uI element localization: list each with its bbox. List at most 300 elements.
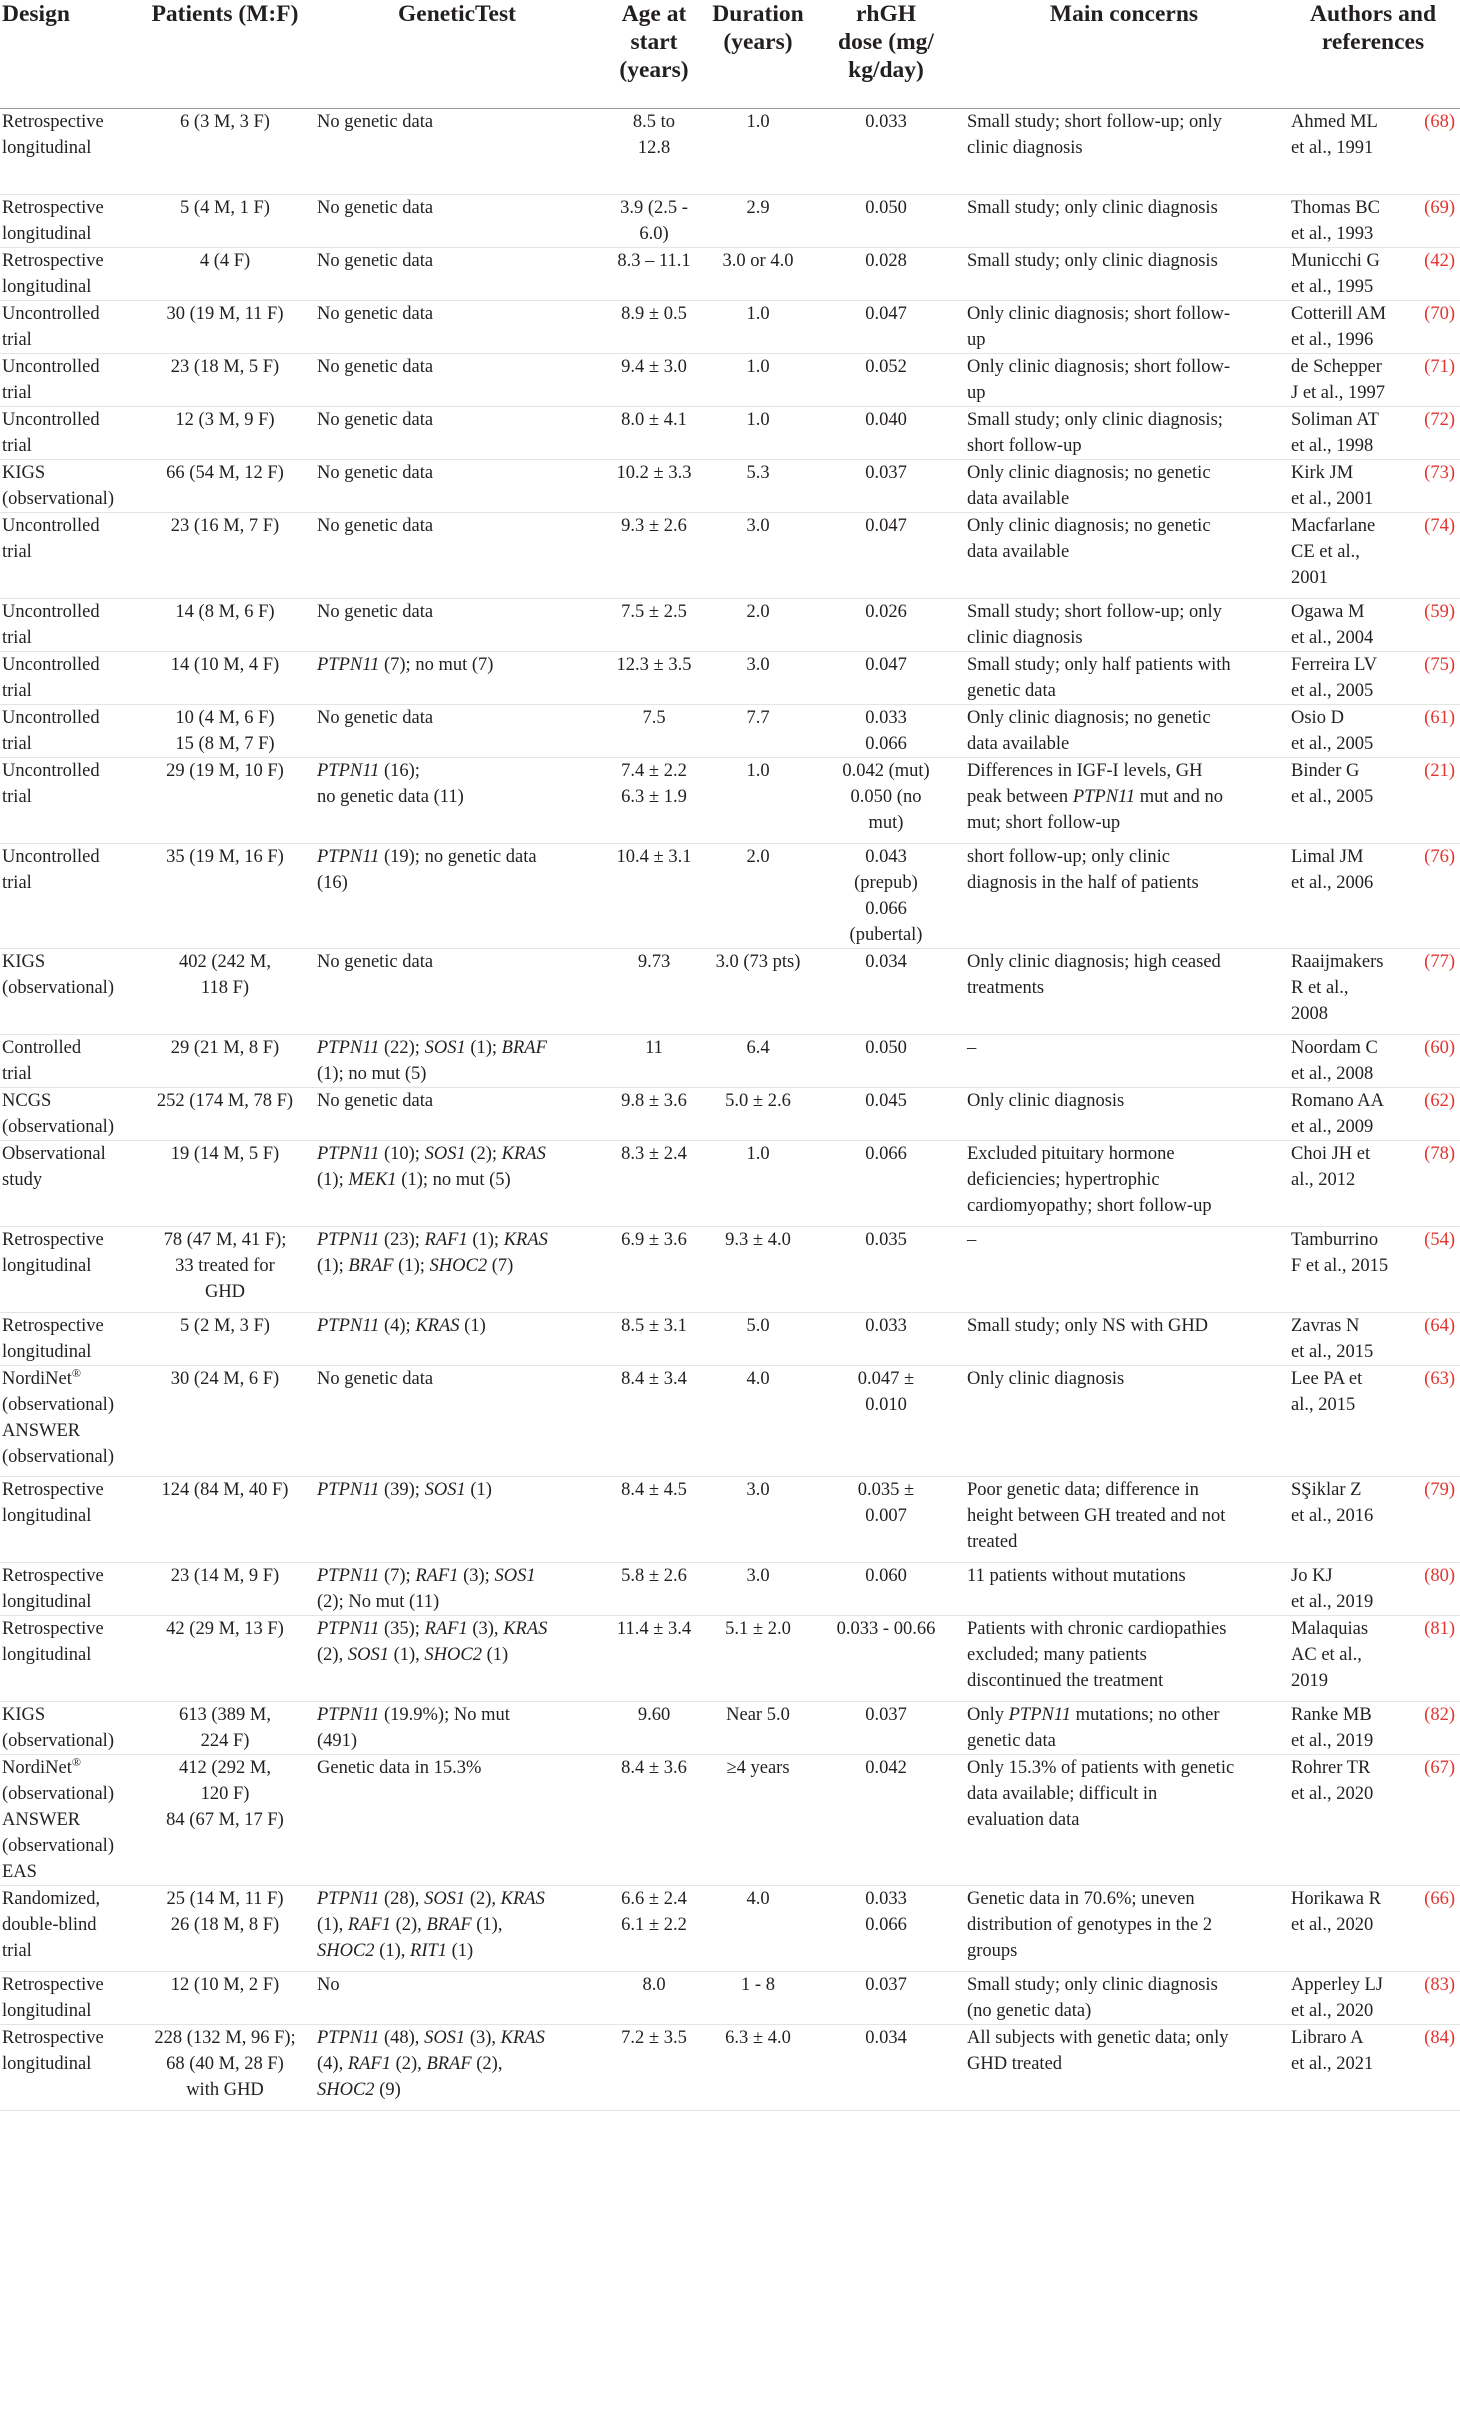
cell-patients-text: 30 (19 M, 11 F)	[166, 303, 284, 324]
cell-age	[602, 353, 706, 406]
cell-age	[602, 1971, 706, 2024]
cell-main-concerns-text: Patients with chronic cardiopathies excluded; many patients discontinued the treatment	[967, 1618, 1227, 1691]
cell-dose-text: 0.034	[865, 2027, 907, 2048]
cell-patients	[138, 704, 312, 757]
cell-age-text: 11	[645, 1037, 663, 1058]
table-row	[0, 108, 1460, 194]
cell-design	[0, 1034, 138, 1087]
cell-age	[602, 598, 706, 651]
cell-dose	[810, 1701, 962, 1754]
cell-patients	[138, 459, 312, 512]
cell-duration	[706, 1562, 810, 1615]
cell-patients	[138, 1312, 312, 1365]
author-text: de Schepper J et al., 1997	[1291, 356, 1386, 403]
gene-text: No genetic data	[317, 356, 434, 377]
cell-dose	[810, 1754, 962, 1885]
cell-design-text: NCGS (observational)	[2, 1090, 114, 1137]
cell-dose-text: 0.042 (mut) 0.050 (no mut)	[842, 760, 930, 833]
table-row	[0, 1087, 1460, 1140]
reference-link[interactable]: (63)	[1424, 1368, 1455, 1389]
cell-duration	[706, 1754, 810, 1885]
cell-genetic-test	[312, 459, 602, 512]
cell-dose	[810, 1140, 962, 1226]
cell-authors	[1286, 757, 1460, 843]
table-body	[0, 108, 1460, 2110]
cell-duration	[706, 651, 810, 704]
cell-age	[602, 1087, 706, 1140]
cell-duration-text: 1.0	[746, 356, 770, 377]
cell-design-text: Uncontrolled trial	[2, 601, 100, 648]
cell-dose-text: 0.050	[865, 197, 907, 218]
cell-design	[0, 512, 138, 598]
cell-main-concerns	[962, 1701, 1286, 1754]
cell-main-concerns-text: Small study; short follow-up; only clinic diagnosis	[967, 601, 1222, 648]
cell-patients-text: 613 (389 M, 224 F)	[179, 1704, 271, 1751]
header-duration: Duration (years)	[706, 0, 810, 108]
header-design: Design	[0, 0, 138, 108]
cell-dose-text: 0.052	[865, 356, 907, 377]
cell-age	[602, 512, 706, 598]
cell-patients	[138, 1365, 312, 1476]
cell-main-concerns-text: All subjects with genetic data; only GHD treated	[967, 2027, 1229, 2074]
gene-text: No genetic data	[317, 111, 434, 132]
reference-link[interactable]: (66)	[1424, 1888, 1455, 1909]
cell-genetic-test	[312, 1087, 602, 1140]
cell-design	[0, 1140, 138, 1226]
cell-dose	[810, 2024, 962, 2110]
cell-design	[0, 1312, 138, 1365]
reference-link[interactable]: (82)	[1424, 1704, 1455, 1725]
cell-duration-text: 3.0 (73 pts)	[715, 951, 801, 972]
cell-dose	[810, 948, 962, 1034]
cell-dose	[810, 843, 962, 948]
cell-design-text: Observational study	[2, 1143, 106, 1190]
table-header	[0, 0, 1460, 108]
cell-age-text: 9.73	[637, 951, 671, 972]
cell-duration-text: 1.0	[746, 409, 770, 430]
author-text: Osio D et al., 2005	[1291, 707, 1374, 754]
cell-age-text: 10.2 ± 3.3	[616, 462, 692, 483]
author-text: SŞiklar Z et al., 2016	[1291, 1479, 1374, 1526]
cell-age	[602, 1562, 706, 1615]
cell-duration	[706, 843, 810, 948]
table-row	[0, 1034, 1460, 1087]
cell-age-text: 7.4 ± 2.2 6.3 ± 1.9	[621, 760, 687, 807]
cell-main-concerns-text: 11 patients without mutations	[967, 1565, 1186, 1586]
cell-design-text: Controlled trial	[2, 1037, 82, 1084]
cell-design	[0, 2024, 138, 2110]
reference-link[interactable]: (84)	[1424, 2027, 1455, 2048]
cell-patients	[138, 948, 312, 1034]
cell-design	[0, 1754, 138, 1885]
cell-patients	[138, 598, 312, 651]
cell-design-text: Retrospective longitudinal	[2, 1479, 104, 1526]
cell-dose	[810, 651, 962, 704]
reference-link[interactable]: (76)	[1424, 846, 1455, 867]
cell-duration-text: Near 5.0	[726, 1704, 790, 1725]
cell-duration-text: 3.0	[746, 515, 770, 536]
cell-main-concerns-text: Small study; only clinic diagnosis (no genetic data)	[967, 1974, 1218, 2021]
cell-main-concerns-text: –	[967, 1229, 977, 1250]
cell-dose-text: 0.050	[865, 1037, 907, 1058]
reference-link[interactable]: (54)	[1424, 1229, 1455, 1250]
cell-genetic-test	[312, 512, 602, 598]
cell-age	[602, 1476, 706, 1562]
cell-dose	[810, 1971, 962, 2024]
cell-design-text: KIGS (observational)	[2, 1704, 114, 1751]
cell-duration-text: 3.0	[746, 1479, 770, 1500]
cell-design	[0, 598, 138, 651]
cell-authors	[1286, 406, 1460, 459]
cell-duration	[706, 1034, 810, 1087]
table-row	[0, 1226, 1460, 1312]
cell-genetic-test	[312, 1365, 602, 1476]
cell-design-text: Retrospective longitudinal	[2, 1565, 104, 1612]
cell-dose	[810, 704, 962, 757]
cell-design	[0, 757, 138, 843]
cell-patients-text: 12 (3 M, 9 F)	[175, 409, 275, 430]
cell-authors	[1286, 512, 1460, 598]
cell-duration-text: 1 - 8	[741, 1974, 775, 1995]
cell-main-concerns	[962, 598, 1286, 651]
cell-main-concerns	[962, 651, 1286, 704]
cell-main-concerns-text: Excluded pituitary hormone deficiencies; hypertrophic cardiomyopathy; short follow-up	[967, 1143, 1212, 1216]
table-row	[0, 757, 1460, 843]
gene-text: No genetic data	[317, 462, 434, 483]
table-row	[0, 353, 1460, 406]
header-patients: Patients (M:F)	[138, 0, 312, 108]
author-text: Ferreira LV et al., 2005	[1291, 654, 1378, 701]
cell-main-concerns-text: Only clinic diagnosis; short follow- up	[967, 356, 1231, 403]
cell-dose-text: 0.033 0.066	[865, 1888, 907, 1935]
cell-genetic-test	[312, 1034, 602, 1087]
cell-patients-text: 14 (10 M, 4 F)	[170, 654, 280, 675]
reference-link[interactable]: (62)	[1424, 1090, 1455, 1111]
cell-design-text: Retrospective longitudinal	[2, 197, 104, 244]
cell-duration	[706, 1971, 810, 2024]
cell-patients	[138, 2024, 312, 2110]
cell-dose	[810, 194, 962, 247]
cell-genetic-test	[312, 300, 602, 353]
cell-authors	[1286, 1140, 1460, 1226]
cell-design-text: Randomized, double-blind trial	[2, 1888, 101, 1961]
cell-main-concerns-text: Poor genetic data; difference in height between GH treated and not treated	[967, 1479, 1226, 1552]
cell-duration-text: 7.7	[746, 707, 770, 728]
gene-text: PTPN11 (7); RAF1 (3); SOS1 (2); No mut (11)	[317, 1565, 536, 1612]
cell-design-text: Retrospective longitudinal	[2, 2027, 104, 2074]
cell-patients-text: 19 (14 M, 5 F)	[170, 1143, 280, 1164]
author-text: Tamburrino F et al., 2015	[1291, 1229, 1389, 1276]
cell-main-concerns-text: Small study; only clinic diagnosis; short follow-up	[967, 409, 1223, 456]
cell-patients-text: 23 (14 M, 9 F)	[170, 1565, 280, 1586]
cell-duration	[706, 757, 810, 843]
cell-dose	[810, 1365, 962, 1476]
cell-main-concerns	[962, 459, 1286, 512]
table-row	[0, 1971, 1460, 2024]
cell-duration-text: 3.0 or 4.0	[722, 250, 794, 271]
cell-design	[0, 108, 138, 194]
cell-age	[602, 1226, 706, 1312]
author-text: Municchi G et al., 1995	[1291, 250, 1380, 297]
cell-patients-text: 10 (4 M, 6 F) 15 (8 M, 7 F)	[175, 707, 275, 754]
cell-main-concerns	[962, 1615, 1286, 1701]
reference-link[interactable]: (71)	[1424, 356, 1455, 377]
gene-text: PTPN11 (16); no genetic data (11)	[317, 760, 464, 807]
cell-dose	[810, 300, 962, 353]
cell-dose	[810, 1562, 962, 1615]
reference-link[interactable]: (69)	[1424, 197, 1455, 218]
cell-authors	[1286, 1562, 1460, 1615]
cell-genetic-test	[312, 1226, 602, 1312]
gene-text: No genetic data	[317, 515, 434, 536]
cell-age-text: 7.5 ± 2.5	[621, 601, 687, 622]
reference-link[interactable]: (78)	[1424, 1143, 1455, 1164]
cell-age	[602, 757, 706, 843]
cell-authors	[1286, 1701, 1460, 1754]
cell-main-concerns-text: Small study; short follow-up; only clinic diagnosis	[967, 111, 1222, 158]
cell-patients	[138, 1754, 312, 1885]
cell-age	[602, 108, 706, 194]
cell-authors	[1286, 1034, 1460, 1087]
cell-dose-text: 0.035 ± 0.007	[857, 1479, 915, 1526]
cell-dose	[810, 1476, 962, 1562]
cell-patients	[138, 353, 312, 406]
cell-duration	[706, 1226, 810, 1312]
cell-age-text: 8.0 ± 4.1	[621, 409, 687, 430]
cell-main-concerns-text: Differences in IGF-I levels, GH peak between PTPN11 mut and no mut; short follow-up	[967, 760, 1224, 833]
reference-link[interactable]: (67)	[1424, 1757, 1455, 1778]
cell-design-text: Uncontrolled trial	[2, 515, 100, 562]
cell-patients	[138, 1615, 312, 1701]
cell-dose	[810, 353, 962, 406]
cell-genetic-test	[312, 948, 602, 1034]
cell-patients-text: 252 (174 M, 78 F)	[156, 1090, 294, 1111]
cell-age	[602, 843, 706, 948]
cell-genetic-test	[312, 1476, 602, 1562]
cell-genetic-test	[312, 108, 602, 194]
cell-design-text: Retrospective longitudinal	[2, 111, 104, 158]
cell-patients	[138, 1562, 312, 1615]
cell-authors	[1286, 1476, 1460, 1562]
cell-design-text: Retrospective longitudinal	[2, 1618, 104, 1665]
cell-authors	[1286, 459, 1460, 512]
cell-age-text: 8.4 ± 4.5	[621, 1479, 687, 1500]
cell-main-concerns	[962, 108, 1286, 194]
cell-authors	[1286, 598, 1460, 651]
cell-patients	[138, 1087, 312, 1140]
cell-patients	[138, 757, 312, 843]
cell-dose-text: 0.042	[865, 1757, 907, 1778]
cell-genetic-test	[312, 1562, 602, 1615]
table-row	[0, 704, 1460, 757]
author-text: Libraro A et al., 2021	[1291, 2027, 1374, 2074]
cell-dose-text: 0.045	[865, 1090, 907, 1111]
reference-link[interactable]: (73)	[1424, 462, 1455, 483]
reference-link[interactable]: (74)	[1424, 515, 1455, 536]
cell-patients-text: 66 (54 M, 12 F)	[166, 462, 284, 483]
author-text: Horikawa R et al., 2020	[1291, 1888, 1381, 1935]
cell-patients	[138, 843, 312, 948]
header-main-concerns: Main concerns	[962, 0, 1286, 108]
reference-link[interactable]: (80)	[1424, 1565, 1455, 1586]
gene-text: No genetic data	[317, 303, 434, 324]
cell-main-concerns-text: Small study; only clinic diagnosis	[967, 197, 1218, 218]
cell-duration-text: 2.0	[746, 846, 770, 867]
cell-dose	[810, 247, 962, 300]
cell-duration-text: 6.4	[746, 1037, 770, 1058]
cell-duration	[706, 512, 810, 598]
cell-patients	[138, 108, 312, 194]
cell-authors	[1286, 1226, 1460, 1312]
cell-age	[602, 704, 706, 757]
cell-authors	[1286, 651, 1460, 704]
cell-duration	[706, 247, 810, 300]
cell-age-text: 8.5 ± 3.1	[621, 1315, 687, 1336]
cell-design-text: Uncontrolled trial	[2, 846, 100, 893]
cell-age	[602, 406, 706, 459]
reference-link[interactable]: (60)	[1424, 1037, 1455, 1058]
cell-duration	[706, 300, 810, 353]
cell-patients-text: 29 (19 M, 10 F)	[166, 760, 284, 781]
reference-link[interactable]: (68)	[1424, 111, 1455, 132]
cell-dose-text: 0.028	[865, 250, 907, 271]
cell-dose-text: 0.047	[865, 654, 907, 675]
author-text: Thomas BC et al., 1993	[1291, 197, 1380, 244]
table-row	[0, 1885, 1460, 1971]
cell-authors	[1286, 1754, 1460, 1885]
cell-age-text: 12.3 ± 3.5	[616, 654, 692, 675]
gene-text: PTPN11 (23); RAF1 (1); KRAS (1); BRAF (1); SHOC2 (7)	[317, 1229, 548, 1276]
cell-duration-text: 2.9	[746, 197, 770, 218]
cell-design	[0, 1476, 138, 1562]
cell-genetic-test	[312, 1971, 602, 2024]
cell-duration	[706, 1476, 810, 1562]
cell-main-concerns	[962, 1312, 1286, 1365]
cell-patients-text: 23 (18 M, 5 F)	[170, 356, 280, 377]
cell-main-concerns-text: Only PTPN11 mutations; no other genetic data	[967, 1704, 1220, 1751]
cell-dose	[810, 1087, 962, 1140]
cell-age-text: 11.4 ± 3.4	[616, 1618, 692, 1639]
author-text: Rohrer TR et al., 2020	[1291, 1757, 1374, 1804]
cell-duration-text: 9.3 ± 4.0	[725, 1229, 791, 1250]
cell-design-text: Retrospective longitudinal	[2, 250, 104, 297]
reference-link[interactable]: (83)	[1424, 1974, 1455, 1995]
cell-design-text: Uncontrolled trial	[2, 356, 100, 403]
reference-link[interactable]: (59)	[1424, 601, 1455, 622]
cell-authors	[1286, 2024, 1460, 2110]
cell-main-concerns	[962, 1885, 1286, 1971]
cell-patients	[138, 1971, 312, 2024]
reference-link[interactable]: (77)	[1424, 951, 1455, 972]
cell-age-text: 6.9 ± 3.6	[621, 1229, 687, 1250]
cell-genetic-test	[312, 1701, 602, 1754]
cell-main-concerns	[962, 2024, 1286, 2110]
cell-age-text: 8.4 ± 3.6	[621, 1757, 687, 1778]
cell-design	[0, 1226, 138, 1312]
cell-design	[0, 1615, 138, 1701]
gene-text: No genetic data	[317, 951, 434, 972]
cell-main-concerns-text: Genetic data in 70.6%; uneven distribution of genotypes in the 2 groups	[967, 1888, 1213, 1961]
cell-dose-text: 0.035	[865, 1229, 907, 1250]
cell-patients-text: 12 (10 M, 2 F)	[170, 1974, 280, 1995]
reference-link[interactable]: (64)	[1424, 1315, 1455, 1336]
header-age: Age at start (years)	[602, 0, 706, 108]
cell-patients	[138, 247, 312, 300]
cell-main-concerns-text: Only clinic diagnosis; no genetic data available	[967, 707, 1211, 754]
cell-design-text: Retrospective longitudinal	[2, 1974, 104, 2021]
cell-duration-text: 3.0	[746, 1565, 770, 1586]
cell-design	[0, 459, 138, 512]
cell-design-text: NordiNet® (observational) ANSWER (observational) EAS	[2, 1754, 114, 1882]
reference-link[interactable]: (79)	[1424, 1479, 1455, 1500]
author-text: Ranke MB et al., 2019	[1291, 1704, 1374, 1751]
cell-patients	[138, 300, 312, 353]
cell-patients-text: 5 (4 M, 1 F)	[180, 197, 270, 218]
cell-patients-text: 25 (14 M, 11 F) 26 (18 M, 8 F)	[166, 1888, 284, 1935]
author-text: Macfarlane CE et al., 2001	[1291, 515, 1376, 588]
cell-design	[0, 406, 138, 459]
cell-design	[0, 843, 138, 948]
cell-duration	[706, 459, 810, 512]
cell-main-concerns	[962, 194, 1286, 247]
reference-link[interactable]: (42)	[1424, 250, 1455, 271]
cell-authors	[1286, 353, 1460, 406]
reference-link[interactable]: (61)	[1424, 707, 1455, 728]
author-text: Jo KJ et al., 2019	[1291, 1565, 1374, 1612]
cell-patients	[138, 1701, 312, 1754]
cell-patients-text: 14 (8 M, 6 F)	[175, 601, 275, 622]
table-row	[0, 1365, 1460, 1476]
reference-link[interactable]: (75)	[1424, 654, 1455, 675]
reference-link[interactable]: (81)	[1424, 1618, 1455, 1639]
cell-age	[602, 2024, 706, 2110]
cell-design	[0, 247, 138, 300]
cell-main-concerns-text: Only clinic diagnosis; high ceased treatments	[967, 951, 1221, 998]
author-text: Malaquias AC et al., 2019	[1291, 1618, 1369, 1691]
gene-text: PTPN11 (35); RAF1 (3), KRAS (2), SOS1 (1), SHOC2 (1)	[317, 1618, 548, 1665]
cell-main-concerns	[962, 704, 1286, 757]
cell-age	[602, 194, 706, 247]
gene-text: No genetic data	[317, 1090, 434, 1111]
cell-genetic-test	[312, 704, 602, 757]
cell-patients-text: 4 (4 F)	[199, 250, 251, 271]
cell-genetic-test	[312, 1312, 602, 1365]
reference-link[interactable]: (72)	[1424, 409, 1455, 430]
cell-age	[602, 1312, 706, 1365]
reference-link[interactable]: (21)	[1424, 760, 1455, 781]
author-text: Zavras N et al., 2015	[1291, 1315, 1374, 1362]
cell-authors	[1286, 1312, 1460, 1365]
cell-dose-text: 0.043 (prepub) 0.066 (pubertal)	[849, 846, 923, 945]
reference-link[interactable]: (70)	[1424, 303, 1455, 324]
table-row	[0, 247, 1460, 300]
author-text: Kirk JM et al., 2001	[1291, 462, 1374, 509]
cell-age-text: 7.5	[642, 707, 666, 728]
cell-dose	[810, 1034, 962, 1087]
cell-patients-text: 29 (21 M, 8 F)	[170, 1037, 280, 1058]
cell-patients-text: 124 (84 M, 40 F)	[161, 1479, 289, 1500]
cell-main-concerns	[962, 948, 1286, 1034]
cell-duration	[706, 194, 810, 247]
cell-patients-text: 30 (24 M, 6 F)	[170, 1368, 280, 1389]
cell-duration	[706, 2024, 810, 2110]
cell-duration-text: 5.1 ± 2.0	[725, 1618, 791, 1639]
cell-age-text: 8.0	[642, 1974, 666, 1995]
cell-dose	[810, 459, 962, 512]
cell-patients-text: 23 (16 M, 7 F)	[170, 515, 280, 536]
cell-duration-text: 4.0	[746, 1888, 770, 1909]
table-row	[0, 1562, 1460, 1615]
